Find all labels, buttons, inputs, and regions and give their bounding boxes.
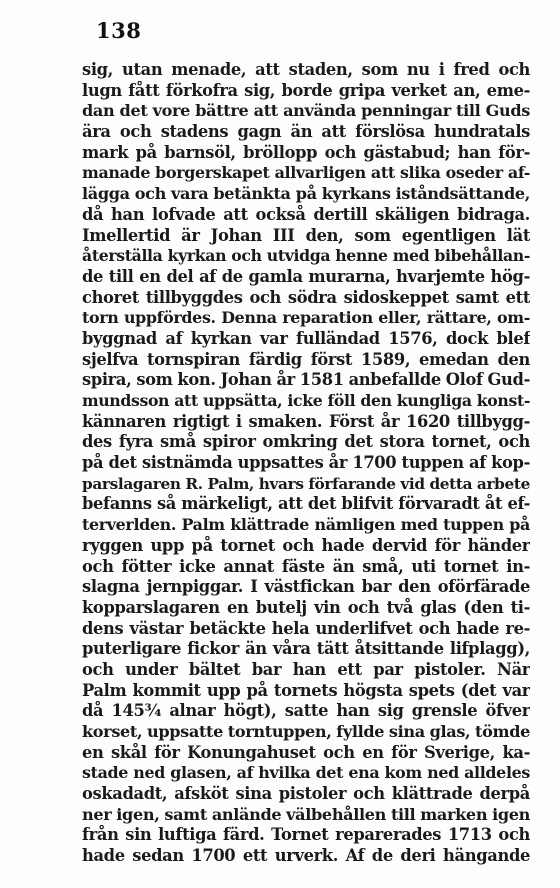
text-line: ära och stadens gagn än att förslösa hundratals <box>82 122 530 142</box>
text-line: byggnad af kyrkan var fulländad 1576, dock blef <box>82 328 530 348</box>
text-line: och under bältet bar han ett par pistoler. När <box>82 659 530 679</box>
text-line: dan det vore bättre att använda penningar till Guds <box>82 101 530 121</box>
text-line: Imellertid är Johan III den, som egentligen lät <box>82 225 530 245</box>
text-line: mundsson att uppsätta, icke föll den kungliga konst- <box>82 391 530 410</box>
text-line: då han lofvade att också dertill skäligen bidraga. <box>82 204 530 224</box>
text-line: terverlden. Palm klättrade nämligen med tuppen på <box>82 515 530 535</box>
text-line: de till en del af de gamla murarna, hvarjemte hög- <box>82 266 530 286</box>
body-text <box>82 60 530 867</box>
text-line: då 145¾ alnar högt), satte han sig grensle öfver <box>82 701 530 721</box>
text-line: torn uppfördes. Denna reparation eller, rättare, om- <box>82 308 530 328</box>
text-line: sjelfva tornspiran färdig först 1589, emedan den <box>82 349 530 369</box>
text-line: des fyra små spiror omkring det stora tornet, och <box>82 432 530 452</box>
text-line: ner igen, samt anlände välbehållen till marken igen <box>82 804 530 824</box>
text-line: stade ned glasen, af hvilka det ena kom ned alldeles <box>82 763 530 783</box>
text-line: choret tillbyggdes och södra sidoskeppet samt ett <box>82 287 530 307</box>
text-line: manade borgerskapet allvarligen att slika oseder af- <box>82 163 530 183</box>
text-line: lägga och vara betänkta på kyrkans iståndsättande, <box>82 184 530 204</box>
text-line: sig, utan menade, att staden, som nu i fred och <box>82 60 530 79</box>
text-line: hade sedan 1700 ett urverk. Af de deri hängande <box>82 846 530 866</box>
text-line: ryggen upp på tornet och hade dervid för händer <box>82 535 530 555</box>
text-line: återställa kyrkan och utvidga henne med bibehållan- <box>82 246 530 266</box>
text-line: dens västar betäckte hela underlifvet och hade re- <box>82 618 530 638</box>
text-line: en skål för Konungahuset och en för Sverige, ka- <box>82 742 530 762</box>
text-line: oskadadt, afsköt sina pistoler och klättrade derpå <box>82 784 530 804</box>
page-number: 138 <box>96 18 142 43</box>
text-line: korset, uppsatte torntuppen, fyllde sina glas, tömde <box>82 722 530 741</box>
text-line: på det sistnämda uppsattes år 1700 tuppen af kop- <box>82 453 530 473</box>
text-line: puterligare fickor än våra tätt åtsittande lifplagg), <box>82 639 530 659</box>
text-line: kopparslagaren en butelj vin och två glas (den ti- <box>82 597 530 617</box>
text-line: parslagaren R. Palm, hvars förfarande vid detta arbete <box>82 474 530 493</box>
text-line: mark på barnsöl, bröllopp och gästabud; han för- <box>82 142 530 162</box>
text-line: befanns så märkeligt, att det blifvit förvaradt åt ef- <box>82 494 530 514</box>
text-line: från sin luftiga färd. Tornet reparerades 1713 och <box>82 825 530 845</box>
text-line: slagna jernpiggar. I västfickan bar den oförfärade <box>82 577 530 597</box>
text-line: kännaren rigtigt i smaken. Först år 1620 tillbygg- <box>82 411 530 431</box>
text-line: lugn fått förkofra sig, borde gripa verket an, eme- <box>82 80 530 100</box>
text-line: och fötter icke annat fäste än små, uti tornet in- <box>82 556 530 576</box>
text-line: Palm kommit upp på tornets högsta spets (det var <box>82 680 530 700</box>
text-line: spira, som kon. Johan år 1581 anbefallde Olof Gud- <box>82 370 530 390</box>
